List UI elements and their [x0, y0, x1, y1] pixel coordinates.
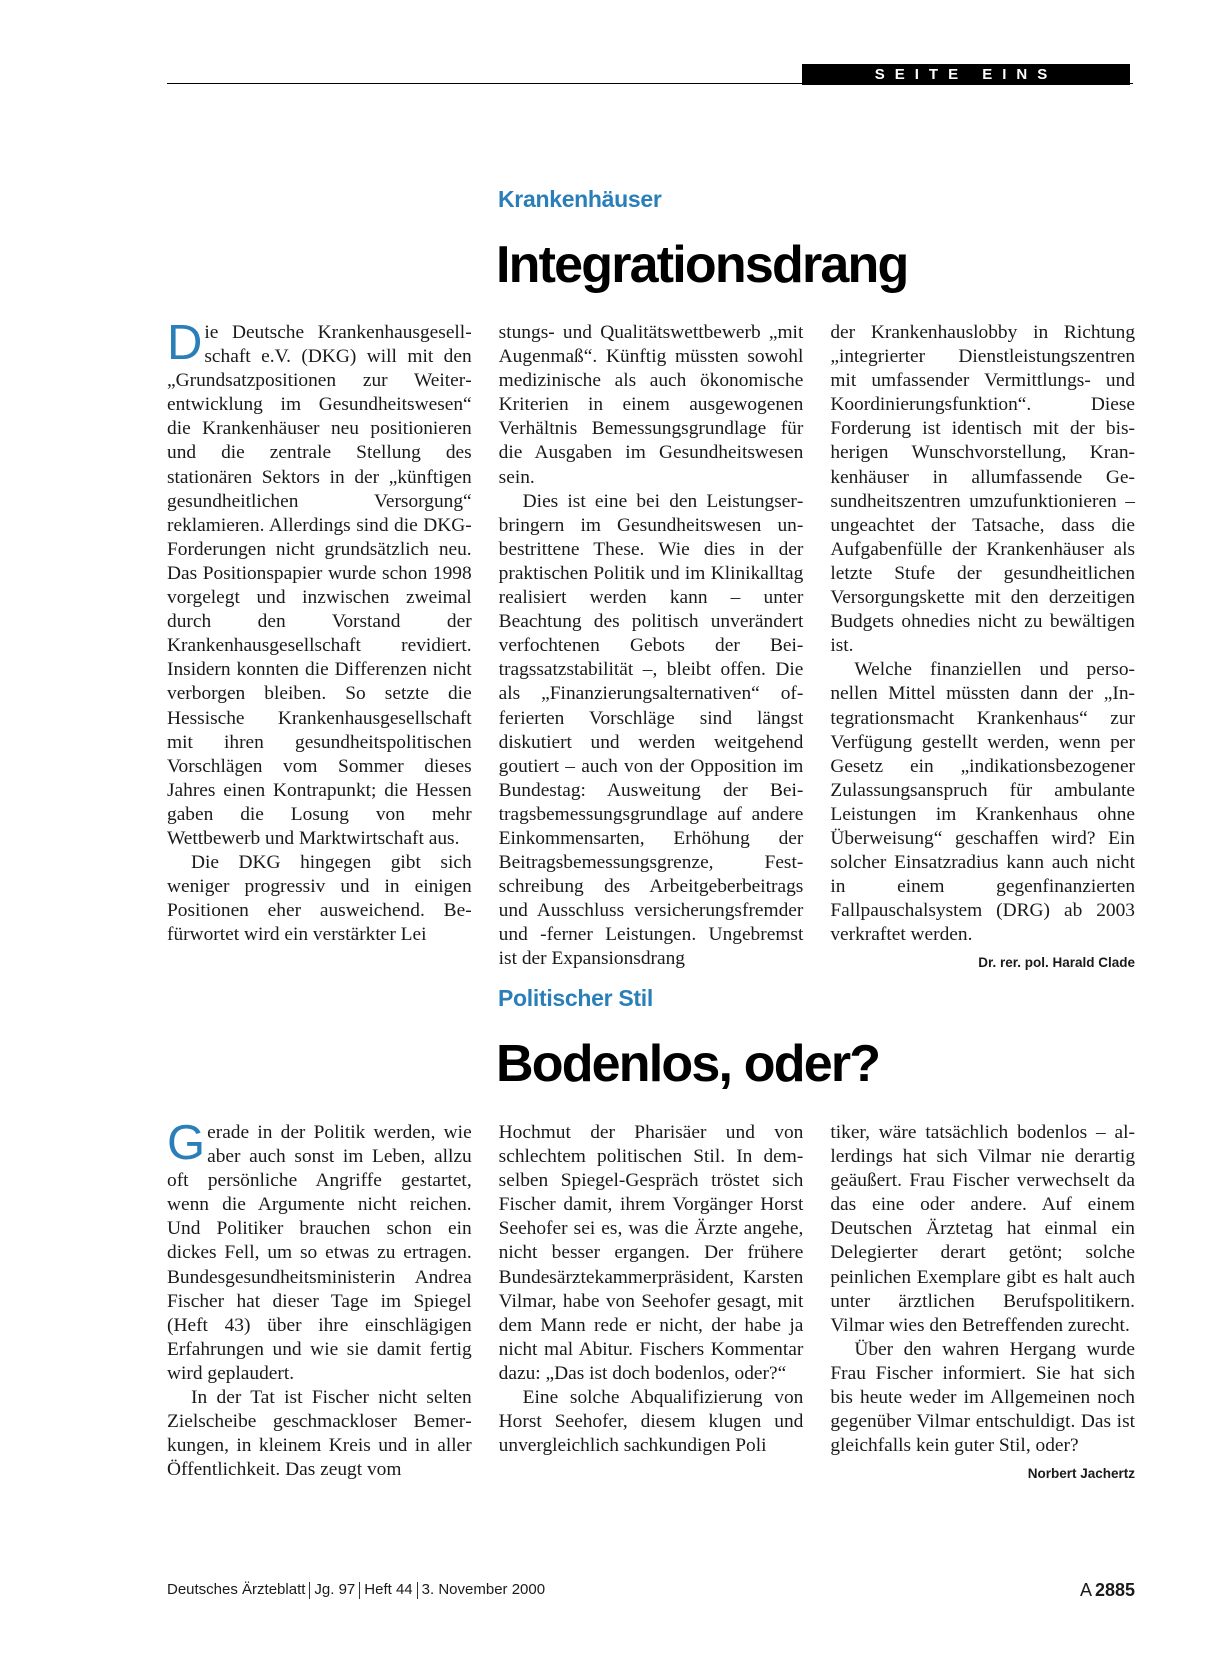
paragraph: In der Tat ist Fischer nicht selten Zielscheibe geschmackloser Bemerkungen, in kleinem Kreis und in aller Öffentlichkeit. Das zeugt vom: [167, 1387, 472, 1481]
article-headline: Integrationsdrang: [496, 236, 908, 294]
section-tag: SEITE EINS: [802, 64, 1130, 85]
paragraph-text: Über den wahren Hergang wurde Frau Fischer informiert. Sie hat sich bis heute weder im Allgemeinen noch gegenüber Vilmar entschuldigt. Das ist gleichfalls kein guter Stil, oder?: [830, 1338, 1136, 1457]
article-body: [167, 316, 1136, 976]
article-column: [830, 1121, 1135, 1486]
page-prefix: A: [1079, 1580, 1092, 1600]
paragraph: stungs- und Qualitätswettbewerb „mit Augenmaß“. Künftig müssten sowohl medizinische als auch ökonomische Kriterien in einem ausgewogenen Verhältnis Bemessungsgrundlage für die Ausgaben im Gesundheitswesen sein.: [498, 322, 804, 488]
footer-divider: [417, 1582, 418, 1599]
paragraph: [830, 1338, 1136, 1482]
article-headline: Bodenlos, oder?: [496, 1035, 880, 1093]
paragraph-text: Welche finanziellen und personellen Mittel müssten dann der „Integrationsmacht Krankenhaus“ zur Verfügung gestellt werden, wenn per Gesetz ein „indikationsbezogener Zulassungsanspruch für ambulante Leistungen im Krankenhaus ohne Überweisung“ geschaffen wird? Ein solcher Einsatzradius kann auch nicht in einem gegenfinanzierten Fallpauschalsystem (DRG) ab 2003 verkraftet werden.: [830, 659, 1136, 946]
page-number-value: 2885: [1094, 1580, 1135, 1600]
issue-date: 3. November 2000: [421, 1581, 546, 1598]
article-column: [830, 321, 1135, 976]
author-byline: Norbert Jachertz: [1027, 1466, 1136, 1482]
paragraph: Die Deutsche Krankenhausgesellschaft e.V. (DKG) will mit den „Grundsatzpositionen zur Weiterentwicklung im Gesundheitswesen“ die Krankenhäuser neu positionieren und die zentrale Stellung des stationären Sektors in der „künftigen gesundheitlichen Versorgung“ reklamieren. Allerdings sind die DKG-Forderungen nicht grundsätzlich neu. Das Positionspapier wurde schon 1998 vorgelegt und inzwischen zweimal durch den Vorstand der Krankenhausgesellschaft revidiert. Insidern konnten die Differenzen nicht verborgen bleiben. So setzte die Hessische Krankenhausgesellschaft mit ihren gesundheitspolitischen Vorschlägen vom Sommer dieses Jahres einen Kontrapunkt; die Hessen gaben die Losung von mehr Wettbewerb und Marktwirtschaft aus.: [167, 316, 472, 849]
publication-name: Deutsches Ärzteblatt: [167, 1581, 306, 1598]
page-number: [1080, 1578, 1135, 1602]
article-kicker: Krankenhäuser: [498, 186, 662, 212]
paragraph: Eine solche Abqualifizierung von Horst Seehofer, diesem klugen und unvergleichlich sachkundigen Poli: [498, 1387, 804, 1457]
paragraph: [830, 658, 1136, 971]
footer-divider: [359, 1582, 360, 1599]
issue: Heft 44: [364, 1581, 413, 1598]
paragraph: Hochmut der Pharisäer und von schlechtem politischen Stil. In demselben Spiegel-Gespräch tröstet sich Fischer damit, ihrem Vorgänger Horst Seehofer sei es, was die Ärzte angehe, nicht besser ergangen. Der frühere Bundesärztekammerpräsident, Karsten Vilmar, habe von Seehofer gesagt, mit dem Mann rede er nicht, der habe ja nicht mal Abitur. Fischers Kommentar dazu: „Das ist doch bodenlos, oder?“: [498, 1122, 804, 1384]
article-column: [499, 321, 804, 976]
paragraph: tiker, wäre tatsächlich bodenlos – allerdings hat sich Vilmar nie derartig geäußert. Frau Fischer verwechselt da das eine oder andere. Auf einem Deutschen Ärztetag hat einmal ein Delegierter derart getönt; solche peinlichen Exemplare gibt es halt auch unter ärztlichen Berufspolitikern. Vilmar wies den Betreffenden zurecht.: [830, 1122, 1136, 1336]
page-footer: [167, 1578, 1135, 1602]
article-body: [167, 1116, 1136, 1486]
volume: Jg. 97: [314, 1581, 356, 1598]
footer-divider: [309, 1582, 310, 1599]
article-kicker: Politischer Stil: [498, 985, 653, 1011]
article-column: [167, 1116, 472, 1486]
paragraph: Die DKG hingegen gibt sich weniger progressiv und in einigen Positionen eher ausweichend. Befürwortet wird ein verstärkter Lei: [167, 852, 472, 946]
article-column: [167, 316, 472, 976]
author-byline: Dr. rer. pol. Harald Clade: [978, 955, 1136, 971]
paragraph: Gerade in der Politik werden, wie aber auch sonst im Leben, allzu oft persönliche Angriffe gestartet, wenn die Argumente nicht reichen. Und Politiker brauchen schon ein dickes Fell, um so etwas zu ertragen. Bundesgesundheitsministerin Andrea Fischer hat dieser Tage im Spiegel (Heft 43) über ihre einschlägigen Erfahrungen und wie sie damit fertig wird geplaudert.: [167, 1116, 472, 1384]
article-column: [499, 1121, 804, 1486]
paragraph: Dies ist eine bei den Leistungserbringern im Gesundheitswesen unbestrittene These. Wie dies in der praktischen Politik und im Klinikalltag realisiert werden kann – unter Beachtung des politisch unverändert verfochtenen Gebots der Beitragssatzstabilität –, bleibt offen. Die als „Finanzierungsalternativen“ offerierten Vorschläge sind längst diskutiert und werden weitgehend goutiert – auch von der Opposition im Bundestag: Ausweitung der Beitragsbemessungsgrundlage auf andere Einkommensarten, Erhöhung der Beitragsbemessungsgrenze, Festschreibung des Arbeitgeberbeitrags und Ausschluss versicherungsfremder und -ferner Leistungen. Ungebremst ist der Expansionsdrang: [498, 490, 804, 970]
paragraph: der Krankenhauslobby in Richtung „integrierter Dienstleistungszentren mit umfassender Vermittlungs- und Koordinierungsfunktion“. Diese Forderung ist identisch mit der bisherigen Wunschvorstellung, Krankenhäuser in allumfassende Gesundheitszentren umzufunktionieren – ungeachtet der Tatsache, dass die Aufgabenfülle der Krankenhäuser als letzte Stufe der gesundheitlichen Versorgungskette mit den derzeitigen Budgets ohnedies nicht zu bewältigen ist.: [830, 322, 1136, 657]
